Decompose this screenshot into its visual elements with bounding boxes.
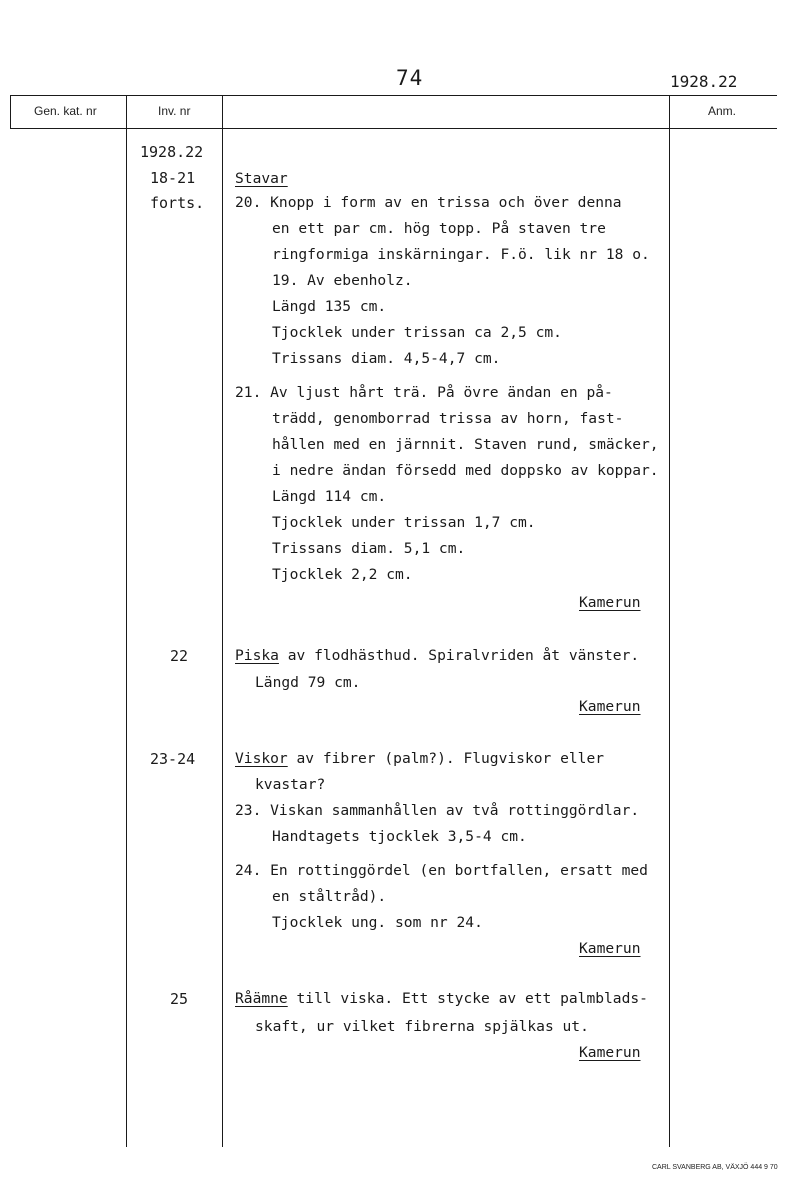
page-number: 74 (396, 66, 424, 90)
entry-21-line: hållen med en järnnit. Staven rund, smäcker, (272, 436, 659, 453)
entry-22-text: av flodhästhud. Spiralvriden åt vänster. (278, 647, 640, 664)
entry-24-line: 24. En rottinggördel (en bortfallen, ersatt med (235, 862, 648, 879)
column-divider-inv (126, 95, 127, 1147)
entry-23-24-term: Viskor (235, 750, 288, 767)
inv-forts: forts. (150, 194, 205, 212)
entry-20-line: Tjocklek under trissan ca 2,5 cm. (272, 324, 562, 341)
entry-heading-stavar: Stavar (235, 170, 288, 187)
entry-20-line: ringformiga inskärningar. F.ö. lik nr 18 o. (272, 246, 650, 263)
entry-22 (235, 647, 639, 664)
entry-21-line: Tjocklek 2,2 cm. (272, 566, 413, 583)
inv-number-25: 25 (170, 990, 189, 1008)
origin-kamerun: Kamerun (579, 940, 641, 957)
entry-21-line: i nedre ändan försedd med doppsko av koppar. (272, 462, 659, 479)
entry-21-line: Tjocklek under trissan 1,7 cm. (272, 514, 536, 531)
entry-25-line: skaft, ur vilket fibrerna spjälkas ut. (255, 1018, 589, 1035)
inv-year: 1928.22 (140, 143, 204, 161)
entry-23-24 (235, 750, 604, 767)
column-divider-anm (669, 95, 670, 1147)
inv-number-22: 22 (170, 647, 189, 665)
origin-kamerun: Kamerun (579, 594, 641, 611)
entry-23-24-line: kvastar? (255, 776, 326, 793)
entry-20-line: Trissans diam. 4,5-4,7 cm. (272, 350, 501, 367)
catalog-reference: 1928.22 (670, 72, 738, 91)
entry-21-line: 21. Av ljust hårt trä. På övre ändan en på- (235, 384, 613, 401)
entry-25 (235, 990, 648, 1007)
entry-23-24-text: av fibrer (palm?). Flugviskor eller (287, 750, 605, 767)
inv-range-18-21: 18-21 (150, 169, 196, 187)
entry-20-line: Längd 135 cm. (272, 298, 387, 315)
entry-25-term: Råämne (235, 990, 288, 1007)
column-header-gen-kat-nr: Gen. kat. nr (34, 104, 97, 118)
column-header-anm: Anm. (708, 104, 737, 118)
entry-22-term: Piska (235, 647, 279, 664)
entry-23-line: 23. Viskan sammanhållen av två rottinggördlar. (235, 802, 640, 819)
entry-23-line: Handtagets tjocklek 3,5-4 cm. (272, 828, 527, 845)
entry-20-line: 19. Av ebenholz. (272, 272, 413, 289)
entry-21-line: Längd 114 cm. (272, 488, 387, 505)
origin-kamerun: Kamerun (579, 698, 641, 715)
column-divider-text (222, 95, 223, 1147)
column-divider-gen (10, 95, 11, 129)
column-header-inv-nr: Inv. nr (158, 104, 191, 118)
entry-24-line: Tjocklek ung. som nr 24. (272, 914, 483, 931)
entry-21-line: Trissans diam. 5,1 cm. (272, 540, 466, 557)
origin-kamerun: Kamerun (579, 1044, 641, 1061)
entry-20-line: en ett par cm. hög topp. På staven tre (272, 220, 606, 237)
entry-25-text: till viska. Ett stycke av ett palmblads- (287, 990, 648, 1007)
entry-21-line: trädd, genomborrad trissa av horn, fast- (272, 410, 624, 427)
printer-imprint: CARL SVANBERG AB, VÄXJÖ 444 9 70 (652, 1164, 778, 1171)
entry-22-line: Längd 79 cm. (255, 674, 361, 691)
inv-number-23-24: 23-24 (150, 750, 196, 768)
entry-24-line: en ståltråd). (272, 888, 387, 905)
entry-20-line: 20. Knopp i form av en trissa och över denna (235, 194, 622, 211)
